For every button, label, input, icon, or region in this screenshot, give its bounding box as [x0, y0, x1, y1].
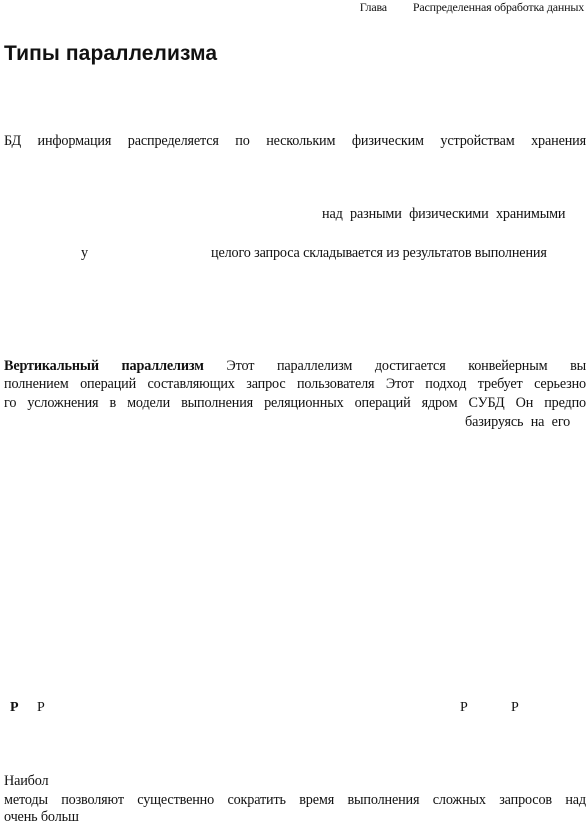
bottom-line-2: методы позволяют существенно сократить время выполнения сложных запросов над: [4, 792, 586, 808]
p-marker-1: P: [10, 700, 19, 715]
vertical-paragraph-line-4: базируясь на его: [465, 414, 571, 430]
vertical-paragraph-line-1: [4, 358, 586, 375]
bottom-line-3: очень больш: [4, 809, 79, 825]
chapter-label: Глава: [359, 0, 387, 14]
chapter-title: Распределенная обработка данных: [412, 0, 584, 14]
vertical-line-1-rest: Этот параллелизм достигается конвейерным вы: [226, 358, 587, 374]
vertical-paragraph-line-3: го усложнения в модели выполнения реляционных операций ядром СУБД Он предпо: [4, 395, 586, 411]
vertical-term: Вертикальный параллелизм: [4, 358, 204, 374]
text-line-3-fragment-a: у: [81, 245, 88, 261]
running-header: [360, 0, 584, 15]
p-marker-3: P: [460, 700, 468, 715]
bottom-line-1: Наибол: [4, 773, 49, 789]
text-line-1: БД информация распределяется по нескольким физическим устройствам хранения: [4, 133, 586, 149]
section-title: Типы параллелизма: [4, 42, 218, 65]
text-line-3-fragment-b: целого запроса складывается из результатов выполнения: [211, 245, 547, 261]
p-marker-4: P: [511, 700, 519, 715]
vertical-paragraph-line-2: полнением операций составляющих запрос пользователя Этот подход требует серьезно: [4, 376, 586, 392]
text-line-2: над разными физическими хранимыми: [322, 206, 566, 222]
p-marker-2: P: [37, 700, 45, 715]
